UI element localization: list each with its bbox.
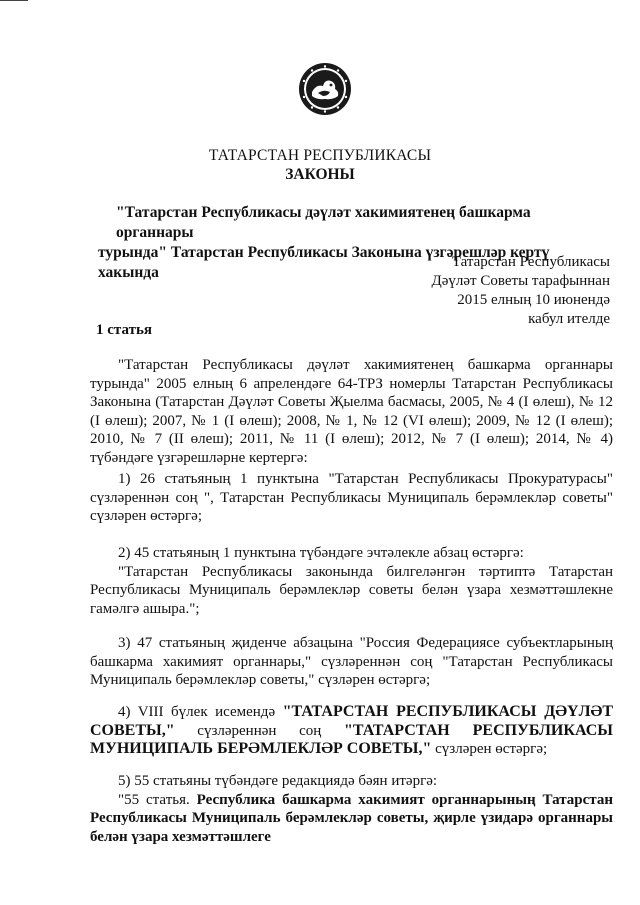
adoption-line-3: 2015 елның 10 июнендә — [457, 292, 610, 308]
item-4-bold-2: "ТАТАРСТАН РЕСПУБЛИКАСЫ МУНИЦИПАЛЬ БЕРӘМЛЕКЛӘР СОВЕТЫ," — [90, 721, 613, 757]
item-5-quote-bold: Республика башкарма хакимият органнарының Татарстан Республикасы Муниципаль берәмлекләр советы, җирле үзидарә органнары белән үзара хезмәттәшлеге — [90, 791, 613, 845]
item-1-paragraph — [90, 470, 613, 526]
item-4-paragraph — [90, 703, 613, 759]
law-title-line-1: "Татарстан Республикасы дәүләт хакимиятенең башкарма органнары — [116, 204, 531, 241]
adoption-line-1: Татарстан Республикасы — [451, 254, 610, 270]
item-5-lead: 5) 55 статьяны түбәндәге редакциядә бәян итәргә: — [118, 773, 438, 789]
item-1-text: 1) 26 статьяның 1 пунктына "Татарстан Республикасы Прокуратурасы" сүзләреннән соң ", Татарстан Республикасы Муниципаль берәмлекләр советы" сүзләрен өстәргә; — [90, 471, 613, 524]
item-4-start: 4) VIII бүлек исемендә — [118, 704, 283, 720]
intro-text: "Татарстан Республикасы дәүләт хакимиятенең башкарма органнары турында" 2005 елның 6 апрелендәге 64-ТРЗ номерлы Татарстан Республикасы Законына (Татарстан Дәүләт Советы Җыелма басмасы, 2005, № 4 (I өлеш), № 12 (I өлеш); 2007, № 1 (I өлеш); 2008, № 1, № 12 (VI өлеш); 2009, № 12 (I өлеш); 2010, № 7 (II өлеш); 2011, № 11 (I өлеш); 2012, № 7 (I өлеш); 2014, № 4) түбәндәге үзгәрешләрне кертергә: — [90, 357, 613, 466]
item-2-quote: "Татарстан Республикасы законында билгеләнгән тәртиптә Татарстан Республикасы Муниципаль берәмлекләр советы белән үзара хезмәттәшлекне гамәлгә ашыра."; — [90, 563, 613, 617]
intro-paragraph — [90, 356, 613, 467]
item-5-quote-start: "55 статья. — [118, 791, 197, 808]
item-4-middle: сүзләреннән соң — [174, 722, 344, 739]
corner-mark — [0, 0, 28, 1]
adoption-line-4: кабул ителде — [528, 311, 610, 327]
item-2-lead: 2) 45 статьяның 1 пунктына түбәндәге эчтәлекле абзац өстәргә: — [118, 545, 524, 561]
item-4-text — [90, 703, 613, 759]
item-4-end: сүзләрен өстәргә; — [431, 741, 548, 757]
item-5-quote — [90, 791, 613, 847]
item-3-paragraph — [90, 634, 613, 690]
adoption-block — [432, 253, 610, 329]
law-label: ЗАКОНЫ — [285, 166, 355, 183]
adoption-line-2: Дәүләт Советы тарафыннан — [431, 273, 610, 289]
coat-of-arms-emblem — [298, 62, 352, 116]
item-4-bold-1: "ТАТАРСТАН РЕСПУБЛИКАСЫ ДӘҮЛӘТ СОВЕТЫ," — [90, 703, 613, 739]
item-2-paragraph — [90, 544, 613, 618]
item-5-paragraph — [90, 772, 613, 846]
article-heading: 1 статья — [96, 322, 152, 338]
item-3-text: 3) 47 статьяның җиденче абзацына "Россия Федерациясе субъектларының башкарма хакимият органнары," сүзләреннән соң "Татарстан Республикасы Муниципаль берәмлекләр советы," сүзләрен өстәргә; — [90, 635, 613, 688]
republic-name: ТАТАРСТАН РЕСПУБЛИКАСЫ — [208, 147, 432, 164]
law-title-line-2: турында" Татарстан Республикасы Законына үзгәрешләр кертү хакында — [98, 244, 550, 281]
